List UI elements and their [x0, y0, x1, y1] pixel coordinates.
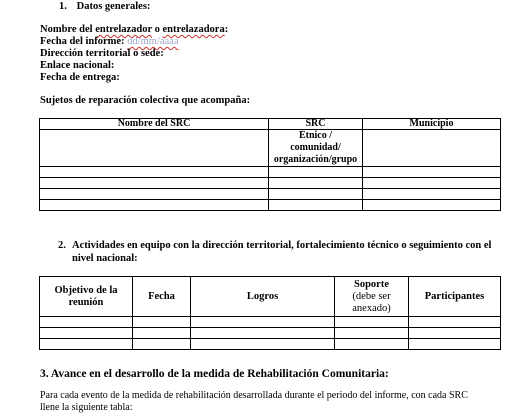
field-nombre-label: Nombre del [40, 24, 96, 35]
section1-title: Datos generales: [76, 1, 151, 12]
instruction-line: Para cada evento de la medida de rehabilitación desarrollada durante el periodo del informe, con cada SRC [40, 390, 468, 401]
col-header-fecha: Fecha [133, 277, 191, 317]
section3-heading: 3. Avance en el desarrollo de la medida de Rehabilitación Comunitaria: [40, 368, 389, 380]
src-type-line: comunidad/ [290, 142, 341, 153]
col-header-logros: Logros [191, 277, 335, 317]
src-type-line: Étnico / [298, 130, 333, 141]
spell-flag-word: entrelazadora [162, 24, 225, 35]
header-line: anexado) [352, 302, 391, 314]
table-cell[interactable] [335, 328, 409, 339]
table-cell[interactable] [191, 317, 335, 328]
table-cell[interactable] [40, 317, 133, 328]
section1-number: 1. [59, 1, 67, 12]
table-cell[interactable] [363, 200, 501, 211]
field-fecha-informe[interactable] [40, 36, 228, 48]
section1-heading [59, 1, 150, 14]
col-header-objetivo [40, 277, 133, 317]
table-cell[interactable] [133, 317, 191, 328]
header-line: (debe ser [352, 290, 391, 302]
table-cell[interactable] [191, 328, 335, 339]
table-row [40, 178, 501, 189]
field-nombre[interactable] [40, 24, 228, 36]
header-line: Objetivo de la [54, 284, 118, 296]
table-row [40, 328, 501, 339]
table-cell[interactable] [40, 328, 133, 339]
src-type-header [269, 130, 363, 167]
table-cell[interactable] [269, 178, 363, 189]
section3-instructions [40, 390, 510, 414]
field-direccion[interactable]: Dirección territorial o sede: [40, 48, 164, 59]
table-cell[interactable] [40, 178, 269, 189]
table-row [40, 317, 501, 328]
col-header-nombre-src: Nombre del SRC [40, 119, 269, 130]
table-cell[interactable] [269, 189, 363, 200]
table-cell[interactable] [409, 328, 501, 339]
table-cell[interactable] [409, 339, 501, 350]
section2-number: 2. [58, 240, 66, 251]
subjects-label: Sujetos de reparación colectiva que acompaña: [40, 95, 251, 106]
table-cell[interactable] [363, 178, 501, 189]
spell-flag-word: entrelazador [95, 24, 152, 35]
table-cell[interactable] [133, 339, 191, 350]
field-entrega[interactable]: Fecha de entrega: [40, 72, 120, 83]
table-cell[interactable] [40, 200, 269, 211]
activities-table [39, 276, 501, 350]
section2-title: Actividades en equipo con la dirección territorial, fortalecimiento técnico o seguimiento con el nivel nacional: [72, 240, 492, 264]
table-cell[interactable] [363, 189, 501, 200]
table-cell[interactable] [133, 328, 191, 339]
general-fields [40, 24, 228, 84]
col-header-soporte [335, 277, 409, 317]
header-line: reunión [68, 296, 104, 308]
table-cell[interactable] [40, 189, 269, 200]
col-header-src: SRC [269, 119, 363, 130]
table-cell[interactable] [269, 200, 363, 211]
src-table [39, 118, 501, 211]
field-fecha-informe-label: Fecha del informe: [40, 36, 128, 47]
instruction-line: llene la siguiente tabla: [40, 402, 133, 413]
section2-heading [58, 240, 498, 265]
table-cell[interactable] [40, 167, 269, 178]
field-enlace[interactable]: Enlace nacional: [40, 60, 115, 71]
table-cell[interactable] [335, 339, 409, 350]
table-cell[interactable] [191, 339, 335, 350]
table-row [40, 167, 501, 178]
table-row [40, 339, 501, 350]
table-cell[interactable] [363, 167, 501, 178]
col-header-municipio: Municipio [363, 119, 501, 130]
table-cell[interactable] [335, 317, 409, 328]
date-placeholder[interactable]: dd/mm/aaaa [127, 36, 179, 47]
src-type-line: organización/grupo [273, 154, 358, 165]
header-line: Soporte [354, 278, 389, 290]
col-header-participantes: Participantes [409, 277, 501, 317]
table-row [40, 189, 501, 200]
table-cell[interactable] [409, 317, 501, 328]
table-row [40, 200, 501, 211]
field-nombre-colon: : [224, 24, 229, 35]
field-nombre-connector: o [151, 24, 163, 35]
table-cell[interactable] [363, 130, 501, 167]
table-cell[interactable] [269, 167, 363, 178]
table-cell[interactable] [40, 339, 133, 350]
table-cell[interactable] [40, 130, 269, 167]
